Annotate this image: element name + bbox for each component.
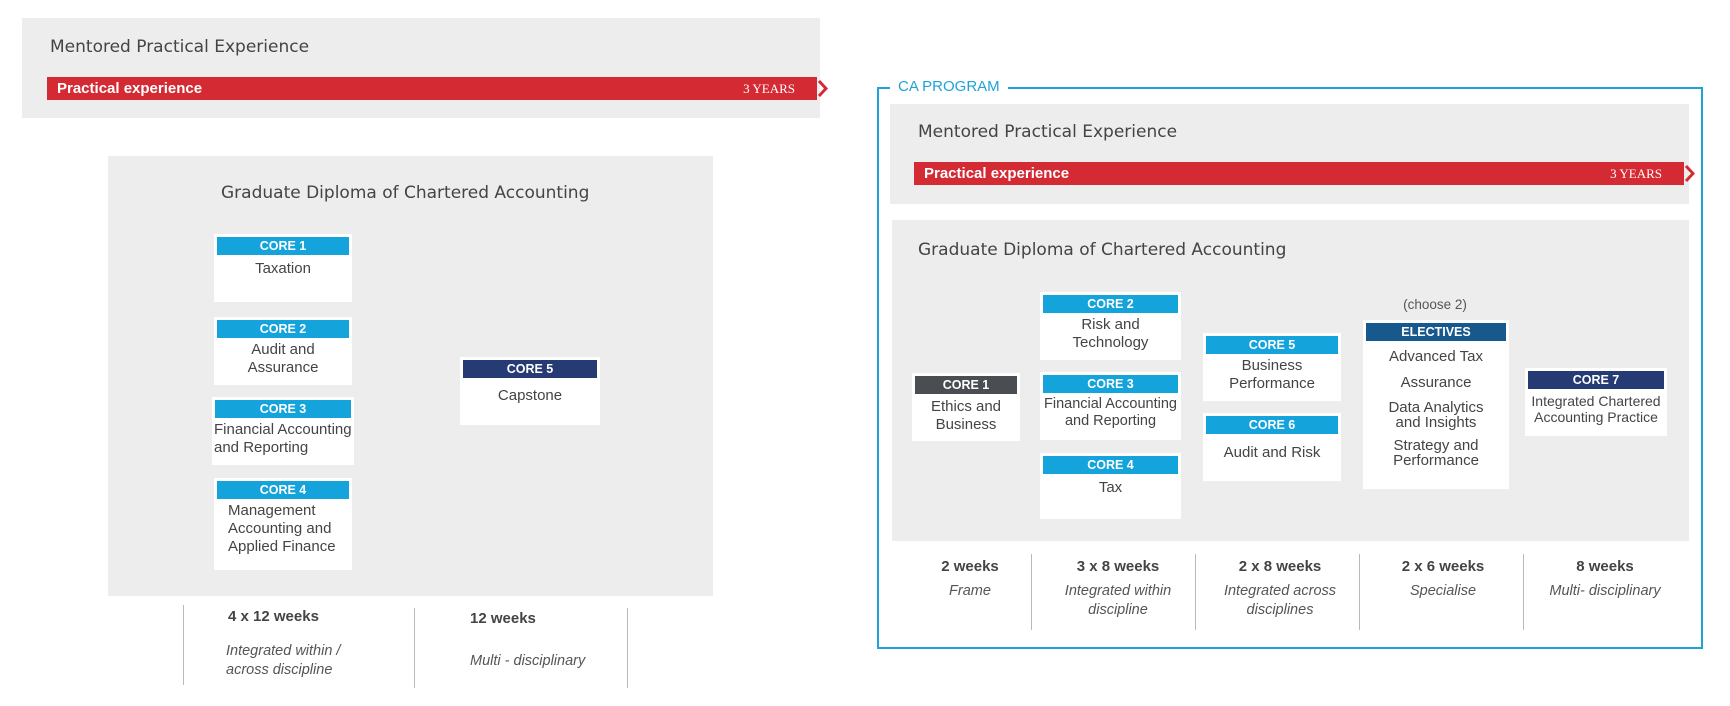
elective-item: Data Analytics and Insights — [1388, 399, 1484, 431]
core-title: Audit and Risk — [1223, 444, 1321, 461]
right-duration-1-title: 2 weeks — [941, 558, 999, 575]
right-divider-3 — [1359, 554, 1360, 630]
right-core-7-card — [1525, 368, 1667, 436]
core-title: Management Accounting and Applied Finance — [228, 502, 336, 555]
left-bar-years: 3 YEARS — [743, 80, 795, 96]
core-title: Risk and Technology — [1072, 316, 1149, 351]
core-tag: CORE 7 — [1528, 371, 1664, 389]
right-duration-5-title: 8 weeks — [1576, 558, 1634, 575]
left-duration-2-title: 12 weeks — [470, 610, 536, 627]
left-duration-2-desc: Multi - disciplinary — [470, 653, 586, 669]
core-tag: CORE 4 — [1043, 456, 1178, 474]
elective-item: Advanced Tax — [1389, 348, 1483, 365]
right-duration-2-desc: Integrated within discipline — [1064, 583, 1172, 618]
core-title: Capstone — [497, 387, 563, 404]
left-divider-3 — [627, 608, 628, 688]
core-tag: CORE 2 — [217, 320, 349, 338]
left-practical-experience-bar — [47, 77, 817, 100]
right-duration-1-desc: Frame — [949, 583, 991, 599]
left-core-3-card — [212, 397, 354, 465]
right-duration-5-desc: Multi- disciplinary — [1549, 583, 1661, 599]
core-tag: CORE 5 — [463, 360, 597, 378]
right-experience-heading: Mentored Practical Experience — [918, 122, 1178, 142]
chevron-right-icon — [815, 77, 829, 100]
ca-program-label: CA PROGRAM — [890, 78, 1008, 95]
right-bar-years: 3 YEARS — [1610, 165, 1662, 181]
core-tag: CORE 3 — [1043, 375, 1178, 393]
left-core-1-card — [214, 234, 352, 302]
core-tag: CORE 2 — [1043, 295, 1178, 313]
right-core-3-card — [1040, 372, 1181, 440]
left-diploma-heading: Graduate Diploma of Chartered Accounting — [221, 183, 590, 203]
right-core-5-card — [1203, 333, 1341, 401]
electives-tag: ELECTIVES — [1366, 323, 1506, 341]
electives-card — [1363, 320, 1509, 489]
core-tag: CORE 3 — [215, 400, 351, 418]
left-diploma-panel — [108, 156, 713, 596]
right-core-4-card — [1040, 453, 1181, 519]
right-duration-4-desc: Specialise — [1409, 583, 1477, 599]
left-experience-panel — [22, 18, 820, 118]
left-experience-heading: Mentored Practical Experience — [50, 37, 310, 57]
right-duration-2-title: 3 x 8 weeks — [1076, 558, 1160, 575]
right-duration-3-desc: Integrated across disciplines — [1223, 583, 1337, 618]
right-divider-2 — [1195, 554, 1196, 630]
right-core-1-card — [912, 373, 1020, 441]
core-title: Financial Accounting and Reporting — [214, 421, 352, 456]
left-bar-label: Practical experience — [57, 80, 203, 97]
right-duration-4-title: 2 x 6 weeks — [1401, 558, 1485, 575]
left-core-2-card — [214, 317, 352, 385]
electives-note: (choose 2) — [1403, 297, 1467, 312]
left-divider-2 — [414, 608, 415, 688]
chevron-right-icon — [1682, 162, 1696, 185]
right-diploma-heading: Graduate Diploma of Chartered Accounting — [918, 240, 1287, 260]
elective-item: Strategy and Performance — [1393, 437, 1479, 469]
core-title: Tax — [1098, 479, 1123, 496]
core-title: Financial Accounting and Reporting — [1044, 396, 1177, 430]
core-tag: CORE 1 — [217, 237, 349, 255]
core-tag: CORE 5 — [1206, 336, 1338, 354]
core-tag: CORE 6 — [1206, 416, 1338, 434]
right-core-2-card — [1040, 292, 1181, 360]
core-tag: CORE 1 — [915, 376, 1017, 394]
core-title: Integrated Chartered Accounting Practice — [1531, 393, 1661, 426]
core-title: Ethics and Business — [930, 398, 1002, 433]
left-duration-1-title: 4 x 12 weeks — [228, 608, 319, 625]
right-bar-label: Practical experience — [924, 165, 1070, 182]
core-title: Taxation — [255, 260, 311, 277]
core-tag: CORE 4 — [217, 481, 349, 499]
right-duration-3-title: 2 x 8 weeks — [1238, 558, 1322, 575]
right-divider-4 — [1523, 554, 1524, 630]
right-practical-experience-bar — [914, 162, 1684, 185]
left-core-5-card — [460, 357, 600, 425]
left-divider-1 — [183, 605, 184, 685]
left-duration-1-desc: Integrated within / across discipline — [226, 643, 341, 678]
left-core-4-card — [214, 478, 352, 570]
core-title: Business Performance — [1229, 357, 1315, 392]
core-title: Audit and Assurance — [247, 341, 319, 376]
elective-item: Assurance — [1400, 374, 1472, 391]
right-experience-panel — [890, 104, 1689, 204]
right-core-6-card — [1203, 413, 1341, 481]
